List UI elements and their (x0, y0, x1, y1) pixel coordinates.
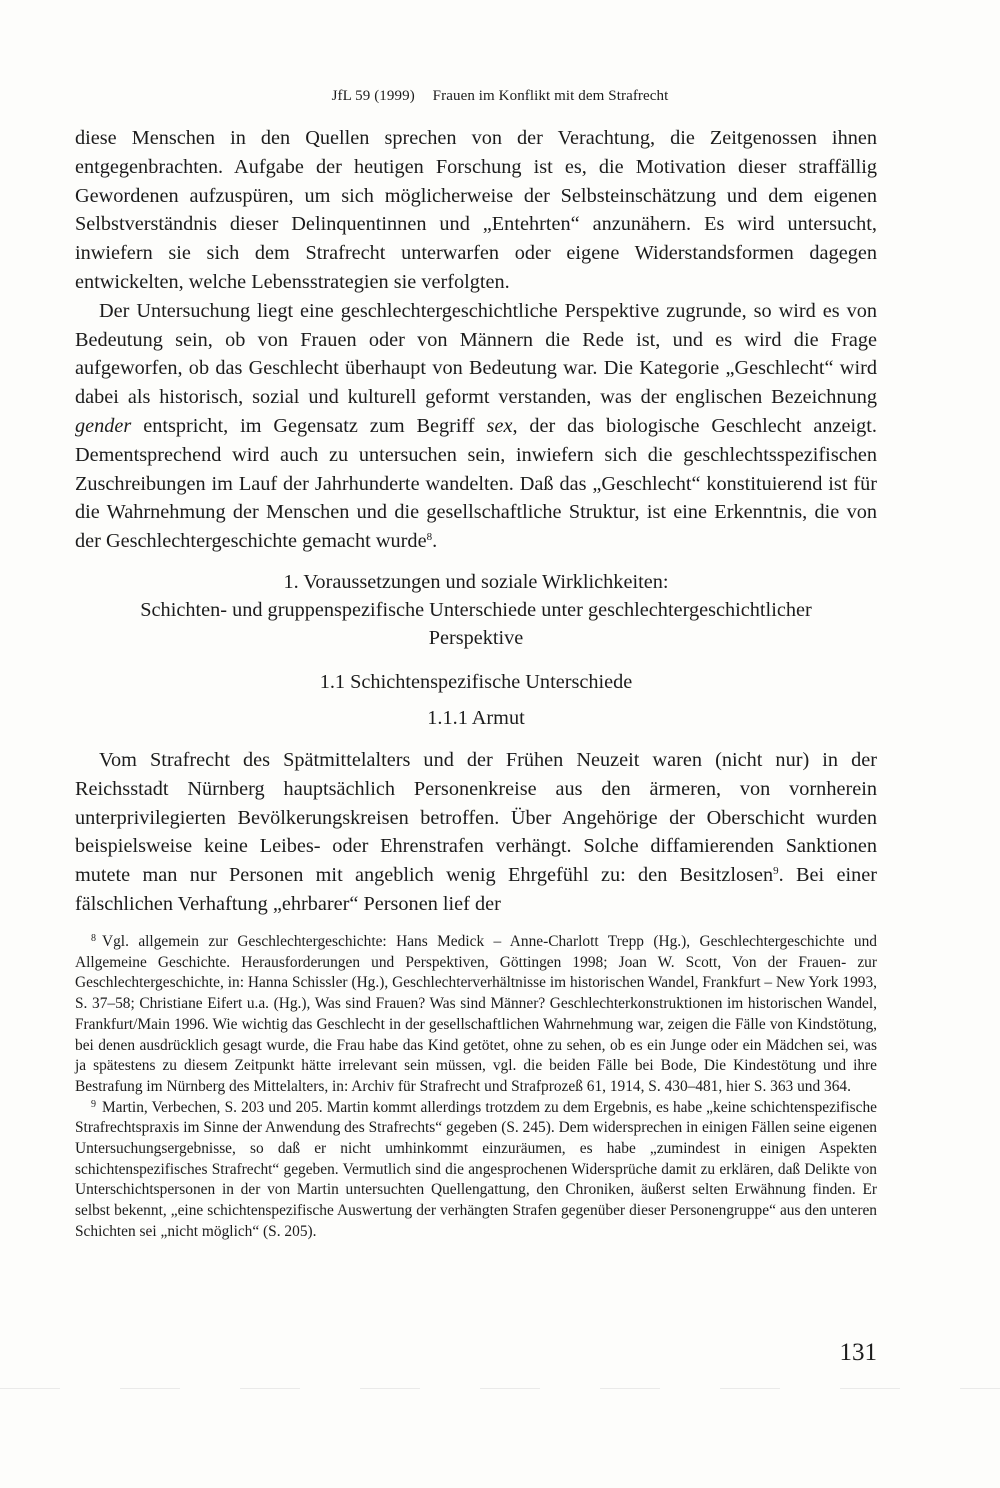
paragraph-2-part-b: entspricht, im Gegensatz zum Begriff (131, 414, 487, 437)
paragraph-2-part-c: , der das biologische Geschlecht anzeigt. Dementsprechend wird auch zu untersuchen sein, inwiefern sich die geschlechtsspezifischen Zuschreibungen im Lauf der Jahrhunderte wandelten. Daß das „Geschlecht“ konstituierend ist für die Wahrnehmung der Menschen und die gesellschaftliche Struktur, ist eine Erkenntnis, die von der Geschlechtergeschichte gemacht wurde (75, 414, 877, 553)
term-sex: sex (486, 414, 513, 437)
section-heading-1-line-2: Schichten- und gruppenspezifische Unterschiede unter geschlechtergeschichtlicher (140, 599, 812, 621)
footnote-9-text: Martin, Verbechen, S. 203 und 205. Martin kommt allerdings trotzdem zu dem Ergebnis, es habe „keine schichtenspezifische Strafrechtspraxis im Sinne der Anwendung des Strafrechts“ gegeben (S. 245). Dem widersprechen in einigen Fällen seine eigenen Untersuchungsergebnisse, so daß er nicht umhinkommt einzuräumen, es habe „zumindest in einigen Aspekten schichtenspezifisches Strafrecht“ gegeben. Vermutlich sind die angesprochenen Widersprüche damit zu erklären, daß Delikte von Unterschichtspersonen in der von Martin untersuchten Quellengattung, den Chroniken, äußerst selten Erwähnung finden. Er selbst bekennt, „eine schichtenspezifische Auswertung der verhängten Strafen gegenüber dieser Personengruppe“ aus den unteren Schichten sei „nicht möglich“ (S. 205). (75, 1098, 877, 1240)
footnote-8-text: Vgl. allgemein zur Geschlechtergeschichte: Hans Medick – Anne-Charlott Trepp (Hg.), Geschlechtergeschichte und Allgemeine Geschichte. Herausforderungen und Perspektiven, Göttingen 1998; Joan W. Scott, Von der Frauen- zur Geschlechtergeschichte, in: Hanna Schissler (Hg.), Geschlechterverhältnisse im historischen Wandel, Frankfurt – New York 1993, S. 37–58; Christiane Eifert u.a. (Hg.), Was sind Frauen? Was sind Männer? Geschlechterkonstruktionen im historischen Wandel, Frankfurt/Main 1996. Wie wichtig das Geschlecht in der gesellschaftlichen Wahrnehmung war, zeigen die Fälle von Kindstötung, bei denen ausdrücklich gesagt wurde, die Frau habe das Kind getötet, ohne zu sehen, ob es ein Junge oder ein Mädchen sei, was ja spätestens zu diesem Zeitpunkt hätte irrelevant sein müssen, vgl. die beiden Fälle bei Bode, Die Kindestötung und ihre Bestrafung im Nürnberg des Mittelalters, in: Archiv für Strafrecht und Strafprozeß 61, 1914, S. 430–481, hier S. 363 und 364. (75, 933, 877, 1095)
scan-edge-line (0, 1388, 1000, 1389)
footnote-8-mark: 8 (91, 933, 96, 944)
paragraph-1: diese Menschen in den Quellen sprechen von der Verachtung, die Zeitgenossen ihnen entgegenbrachten. Aufgabe der heutigen Forschung ist es, die Motivation dieser straffällig Gewordenen aufzuspüren, um sich möglicherweise der Selbsteinschätzung und dem eigenen Selbstverständnis dieser Delinquentinnen und „Entehrten“ anzunähern. Es wird untersucht, inwiefern sie sich dem Strafrecht unterwarfen oder eigene Widerstandsformen dagegen entwickelten, welche Lebensstrategien sie verfolgten. (75, 127, 877, 293)
section-heading-1-line-1: 1. Voraussetzungen und soziale Wirklichkeiten: (283, 571, 669, 593)
section-heading-1-1-1: 1.1.1 Armut (427, 707, 525, 729)
paragraph-2-part-a: Der Untersuchung liegt eine geschlechtergeschichtliche Perspektive zugrunde, so wird es von Bedeutung sein, ob von Frauen oder von Männern die Rede ist, und es wird die Frage aufgeworfen, ob das Geschlecht überhaupt von Bedeutung war. Die Kategorie „Geschlecht“ wird dabei als historisch, sozial und kulturell geformt verstanden, was der englischen Bezeichnung (75, 299, 877, 409)
paragraph-2-end: . (432, 530, 438, 553)
footnote-ref-9: 9 (773, 865, 779, 878)
journal-reference: JfL 59 (1999) (331, 88, 415, 104)
term-gender: gender (75, 414, 132, 437)
footnote-ref-8: 8 (426, 531, 433, 544)
body-text-bottom (75, 746, 877, 919)
footnote-9 (75, 1098, 877, 1243)
section-heading-1-1: 1.1 Schichtenspezifische Unterschiede (319, 671, 633, 693)
page-number: 131 (839, 1339, 877, 1366)
running-title: Frauen im Konflikt mit dem Strafrecht (432, 88, 669, 104)
paragraph-3 (75, 746, 877, 919)
section-heading-1 (75, 568, 877, 652)
body-text-top (75, 124, 877, 556)
paragraph-2 (75, 297, 877, 556)
paragraph-3-part-a: Vom Strafrecht des Spätmittelalters und der Frühen Neuzeit waren (nicht nur) in der Reichsstadt Nürnberg hauptsächlich Personenkreise aus den ärmeren, von vornherein unterprivilegierten Bevölkerungskreisen betroffen. Über Angehörige der Oberschicht wurden beispielsweise keine Leibes- oder Ehrenstrafen verhängt. Solche diffamierenden Sanktionen mutete man nur Personen mit angeblich wenig Ehrgefühl zu: den Besitzlosen (75, 749, 877, 887)
section-heading-1-line-3: Perspektive (428, 627, 524, 649)
footnote-8 (75, 932, 877, 1098)
footnote-9-mark: 9 (91, 1098, 96, 1110)
footnotes (75, 932, 877, 1243)
running-head (0, 88, 1000, 105)
paragraph-3-part-b: . Bei einer fälschlichen Verhaftung „ehrbarer“ Personen lief der (75, 864, 877, 915)
